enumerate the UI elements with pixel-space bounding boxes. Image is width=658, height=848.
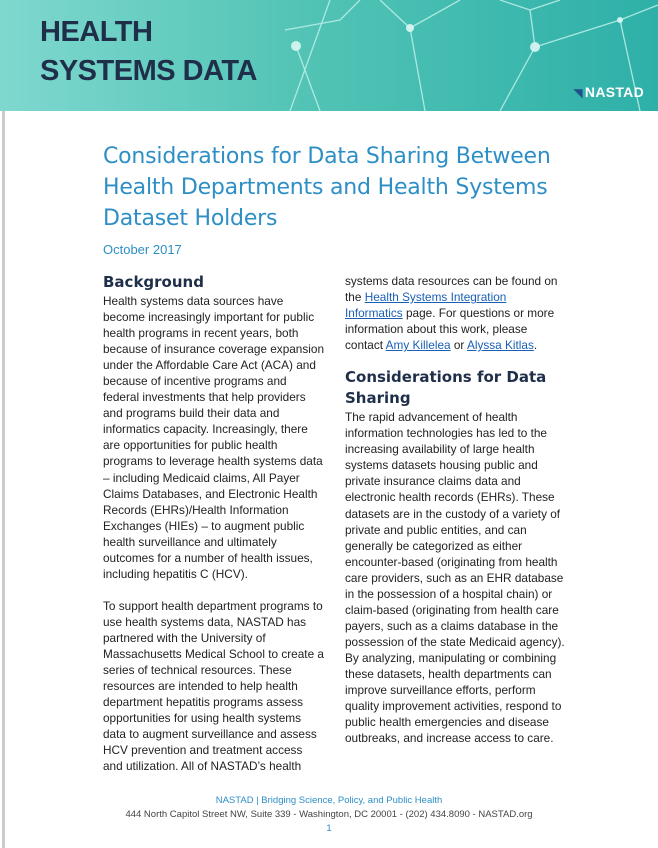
- continued-text-end: .: [533, 338, 538, 353]
- background-heading: Background: [103, 273, 204, 291]
- background-paragraph-2: To support health department programs to use health systems data, NASTAD has partnered with the University of Massachusetts Medical School to create a series of technical resources. These resources are intended to help health department hepatitis programs assess opportunities for using health systems data to augment surveillance and assess HCV prevention and treatment access and utilization. All of NASTAD’s health: [103, 598, 324, 774]
- footer-tagline: NASTAD | Bridging Science, Policy, and Public Health: [215, 795, 443, 806]
- continued-text-mid: page. For questions or more information about this work, please contact: [345, 306, 555, 353]
- page-number: 1: [326, 823, 332, 834]
- document-title: Considerations for Data Sharing Between Health Departments and Health Systems Dataset Holders: [103, 144, 551, 231]
- page-footer: [0, 795, 658, 834]
- continued-text-or: or: [450, 338, 467, 353]
- nastad-logo: [573, 84, 644, 100]
- background-paragraph-continued: [345, 273, 567, 353]
- left-column: [103, 272, 325, 774]
- continued-text-start: systems data resources can be found on the: [345, 274, 558, 305]
- nastad-logo-text: NASTAD: [584, 84, 644, 100]
- background-paragraph-1: Health systems data sources have become increasingly important for public health programs in recent years, both because of insurance coverage expansion under the Affordable Care Act (ACA) and because of incentive programs and federal investments that help providers and programs build their data and informatics capacity. Increasingly, there are opportunities for public health programs to leverage health systems data – including Medicaid claims, All Payer Claims Databases, and Electronic Health Records (EHRs)/Health Information Exchanges (HIEs) – to augment public health surveillance and ultimately outcomes for a number of health issues, including hepatitis C (HCV).: [103, 294, 325, 581]
- page-edge-rule: [2, 0, 5, 848]
- footer-address: 444 North Capitol Street NW, Suite 339 - Washington, DC 20001 - (202) 434.8090 - NASTAD.org: [125, 809, 533, 820]
- considerations-paragraph: The rapid advancement of health information technologies has led to the increasing availability of large health systems datasets housing public and private insurance claims data and electronic health records (EHRs). These datasets are in the custody of a variety of private and public entities, and can generally be categorized as either encounter-based (originating from health care providers, such as an EHR database in the possession of a hospital chain) or claim-based (originating from health care payers, such as a claims database in the possession of the state Medicaid agency). By analyzing, manipulating or combining these datasets, health departments can improve surveillance efforts, perform quality improvement activities, respond to public health emergencies and disease outbreaks, and increase access to care.: [345, 410, 565, 746]
- nastad-bird-icon: ◥: [573, 86, 583, 100]
- banner-title-line2: SYSTEMS DATA: [40, 55, 257, 87]
- header-banner: [0, 0, 658, 111]
- banner-title-line1: HEALTH: [40, 16, 153, 48]
- document-date: October 2017: [103, 242, 182, 257]
- considerations-heading: Considerations for Data Sharing: [345, 368, 547, 408]
- health-systems-integration-informatics-link[interactable]: Health Systems Integration Informatics: [345, 290, 507, 321]
- right-column: [345, 273, 567, 746]
- alyssa-kitlas-link[interactable]: Alyssa Kitlas: [466, 338, 534, 353]
- amy-killelea-link[interactable]: Amy Killelea: [385, 338, 451, 353]
